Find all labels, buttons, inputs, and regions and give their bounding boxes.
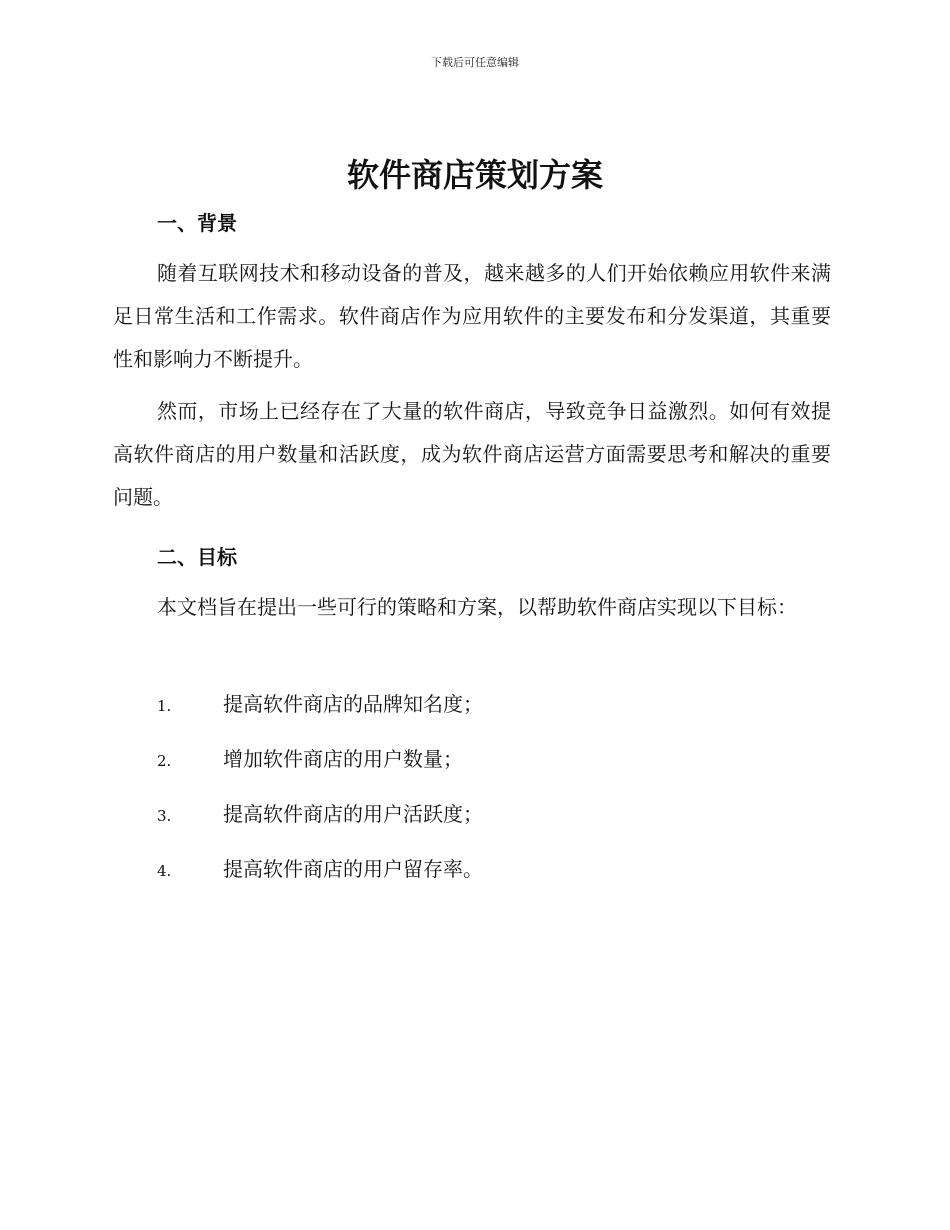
list-item bbox=[157, 744, 463, 776]
list-item-number: 2. bbox=[157, 752, 172, 770]
list-item bbox=[157, 689, 483, 721]
paragraph-background-1: 随着互联网技术和移动设备的普及，越来越多的人们开始依赖应用软件来满足日常生活和工作需求。软件商店作为应用软件的主要发布和分发渠道，其重要性和影响力不断提升。 bbox=[113, 261, 831, 371]
page-header-note: 下载后可任意编辑 bbox=[431, 56, 519, 69]
list-item-number: 4. bbox=[157, 862, 172, 880]
list-item-text: 提高软件商店的品牌知名度； bbox=[223, 692, 483, 716]
list-item bbox=[157, 854, 483, 886]
list-item bbox=[157, 799, 483, 831]
section-heading-goals: 二、目标 bbox=[157, 545, 237, 569]
list-item-text: 提高软件商店的用户活跃度； bbox=[223, 802, 483, 826]
document-title: 软件商店策划方案 bbox=[346, 156, 603, 194]
section-heading-background: 一、背景 bbox=[157, 211, 237, 235]
paragraph-background-2: 然而，市场上已经存在了大量的软件商店，导致竞争日益激烈。如何有效提高软件商店的用户数量和活跃度，成为软件商店运营方面需要思考和解决的重要问题。 bbox=[113, 399, 831, 509]
paragraph-goals-intro: 本文档旨在提出一些可行的策略和方案，以帮助软件商店实现以下目标： bbox=[157, 595, 797, 619]
list-item-text: 提高软件商店的用户留存率。 bbox=[223, 857, 483, 881]
list-item-text: 增加软件商店的用户数量； bbox=[223, 747, 463, 771]
list-item-number: 3. bbox=[157, 807, 172, 825]
list-item-number: 1. bbox=[157, 697, 172, 715]
